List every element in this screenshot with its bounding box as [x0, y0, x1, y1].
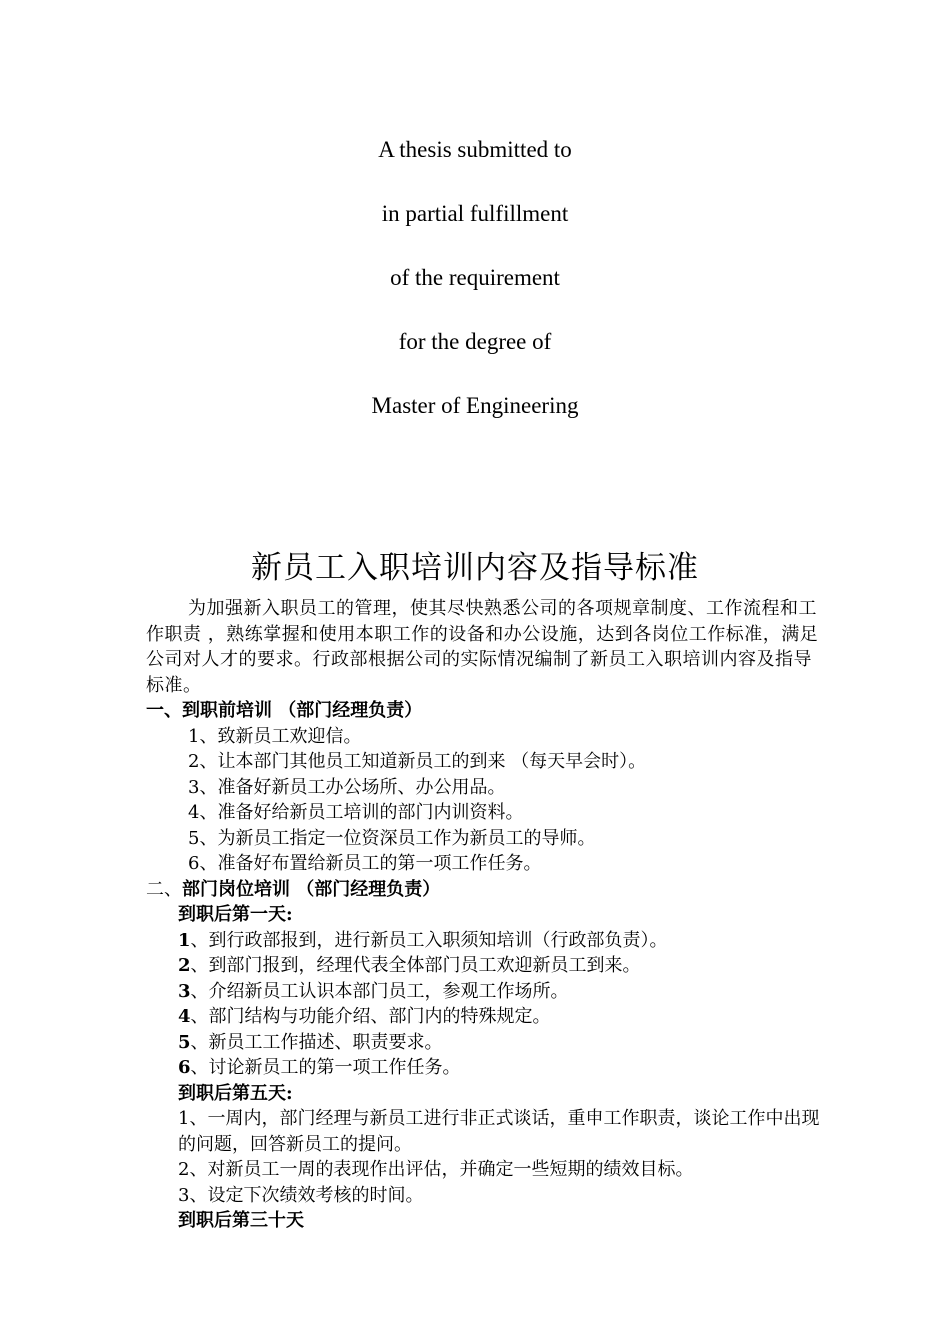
intro-paragraph: 为加强新入职员工的管理，使其尽快熟悉公司的各项规章制度、工作流程和工作职责 ，熟练掌握和使用本职工作的设备和办公设施，达到各岗位工作标准，满足公司对人才的要求。行政部根据公司的实际情况编制了新员工入职培训内容及指导标准。 — [146, 598, 819, 696]
list-item — [146, 1030, 826, 1056]
item-number: 4 — [178, 1006, 191, 1027]
document-title: 新员工入职培训内容及指导标准 — [251, 550, 699, 586]
item-text: 、新员工工作描述、职责要求。 — [190, 1031, 443, 1053]
thesis-line: A thesis submitted to — [378, 137, 572, 162]
list-item: 6、准备好布置给新员工的第一项工作任务。 — [188, 853, 542, 874]
item-number: 3 — [178, 980, 191, 1002]
list-item: 1、一周内，部门经理与新员工进行非正式谈话，重申工作职责，谈论工作中出现的问题，回答新员工的提问。 — [178, 1108, 820, 1155]
item-text: 、到部门报到，经理代表全体部门员工欢迎新员工到来。 — [190, 955, 641, 976]
list-item: 2、让本部门其他员工知道新员工的到来 （每天早会时）。 — [188, 751, 647, 772]
item-number: 6 — [178, 1057, 191, 1078]
item-text: 、到行政部报到，进行新员工入职须知培训（行政部负责）。 — [190, 929, 668, 951]
list-item: 5、为新员工指定一位资深员工作为新员工的导师。 — [188, 827, 596, 849]
list-item: 3、设定下次绩效考核的时间。 — [178, 1184, 424, 1206]
item-text: 、部门结构与功能介绍、部门内的特殊规定。 — [190, 1006, 551, 1027]
list-item: 4、准备好给新员工培训的部门内训资料。 — [188, 802, 524, 823]
list-item: 2、对新员工一周的表现作出评估，并确定一些短期的绩效目标。 — [178, 1159, 694, 1180]
list-item: 1、致新员工欢迎信。 — [188, 725, 362, 747]
list-item — [146, 928, 826, 954]
document-body — [146, 596, 826, 1234]
section-heading-text: 部门岗位培训 （部门经理负责） — [182, 878, 441, 900]
subsection-heading: 到职后第一天: — [178, 904, 293, 925]
list-item — [146, 1055, 826, 1081]
list-item — [146, 953, 826, 979]
section-number: 二、 — [146, 878, 182, 900]
item-number: 5 — [178, 1031, 191, 1053]
section-heading — [146, 877, 826, 903]
thesis-line: in partial fulfillment — [381, 201, 569, 226]
thesis-line: Master of Engineering — [371, 393, 579, 418]
item-number: 2 — [178, 955, 191, 976]
list-item — [146, 979, 826, 1005]
item-text: 、讨论新员工的第一项工作任务。 — [190, 1057, 461, 1078]
item-number: 1 — [178, 929, 191, 951]
section-heading: 一、到职前培训 （部门经理负责） — [146, 700, 423, 721]
thesis-line: for the degree of — [398, 329, 552, 354]
list-item: 3、准备好新员工办公场所、办公用品。 — [188, 776, 506, 798]
item-text: 、介绍新员工认识本部门员工，参观工作场所。 — [190, 980, 569, 1002]
thesis-line: of the requirement — [390, 265, 560, 290]
thesis-statement — [0, 132, 950, 452]
list-item — [146, 1004, 826, 1030]
subsection-heading: 到职后第三十天 — [178, 1210, 304, 1231]
subsection-heading: 到职后第五天: — [178, 1082, 293, 1104]
